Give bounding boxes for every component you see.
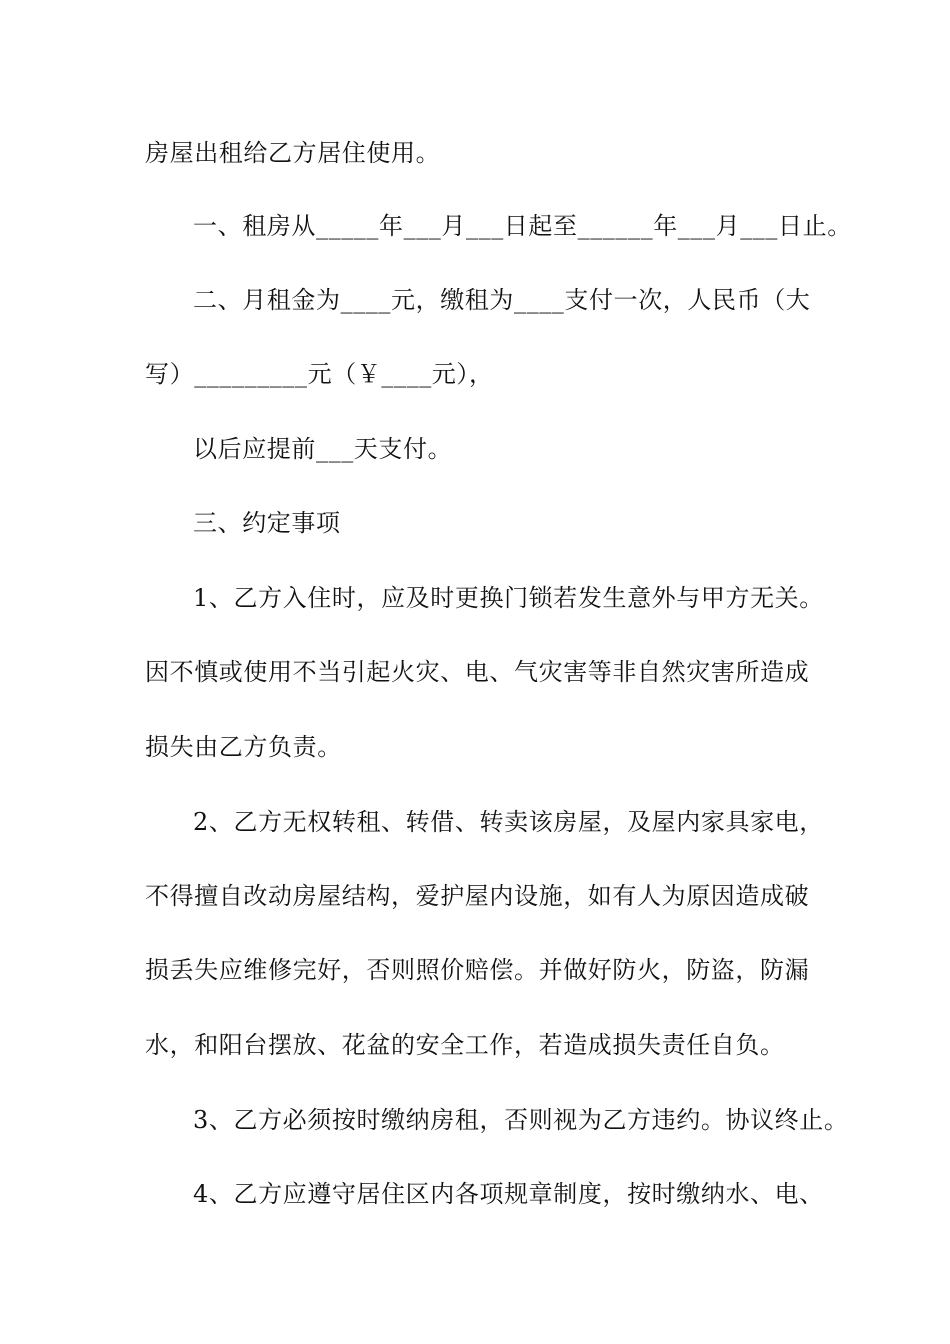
text-line-14: 3、乙方必须按时缴纳房租，否则视为乙方违约。协议终止。 (193, 1106, 849, 1134)
text-line-12: 损丢失应维修完好，否则照价赔偿。并做好防火，防盗，防漏 (145, 956, 810, 984)
text-line-2: 一、租房从_____年___月___日起至______年___月___日止。 (193, 212, 852, 240)
text-line-3: 二、月租金为____元，缴租为____支付一次，人民币（大 (193, 286, 811, 314)
text-line-4: 写）_________元（￥____元）， (145, 360, 494, 388)
text-line-10: 2、乙方无权转租、转借、转卖该房屋，及屋内家具家电， (193, 808, 824, 836)
text-line-1: 房屋出租给乙方居住使用。 (145, 139, 441, 167)
text-line-7: 1、乙方入住时，应及时更换门锁若发生意外与甲方无关。 (193, 584, 824, 612)
text-line-5: 以后应提前___天支付。 (193, 435, 453, 463)
text-line-15: 4、乙方应遵守居住区内各项规章制度，按时缴纳水、电、 (193, 1180, 824, 1208)
text-line-11: 不得擅自改动房屋结构，爱护屋内设施，如有人为原因造成破 (145, 882, 810, 910)
text-line-8: 因不慎或使用不当引起火灾、电、气灾害等非自然灾害所造成 (145, 658, 810, 686)
text-line-9: 损失由乙方负责。 (145, 733, 342, 761)
text-line-6: 三、约定事项 (193, 509, 341, 537)
text-line-13: 水，和阳台摆放、花盆的安全工作，若造成损失责任自负。 (145, 1031, 785, 1059)
